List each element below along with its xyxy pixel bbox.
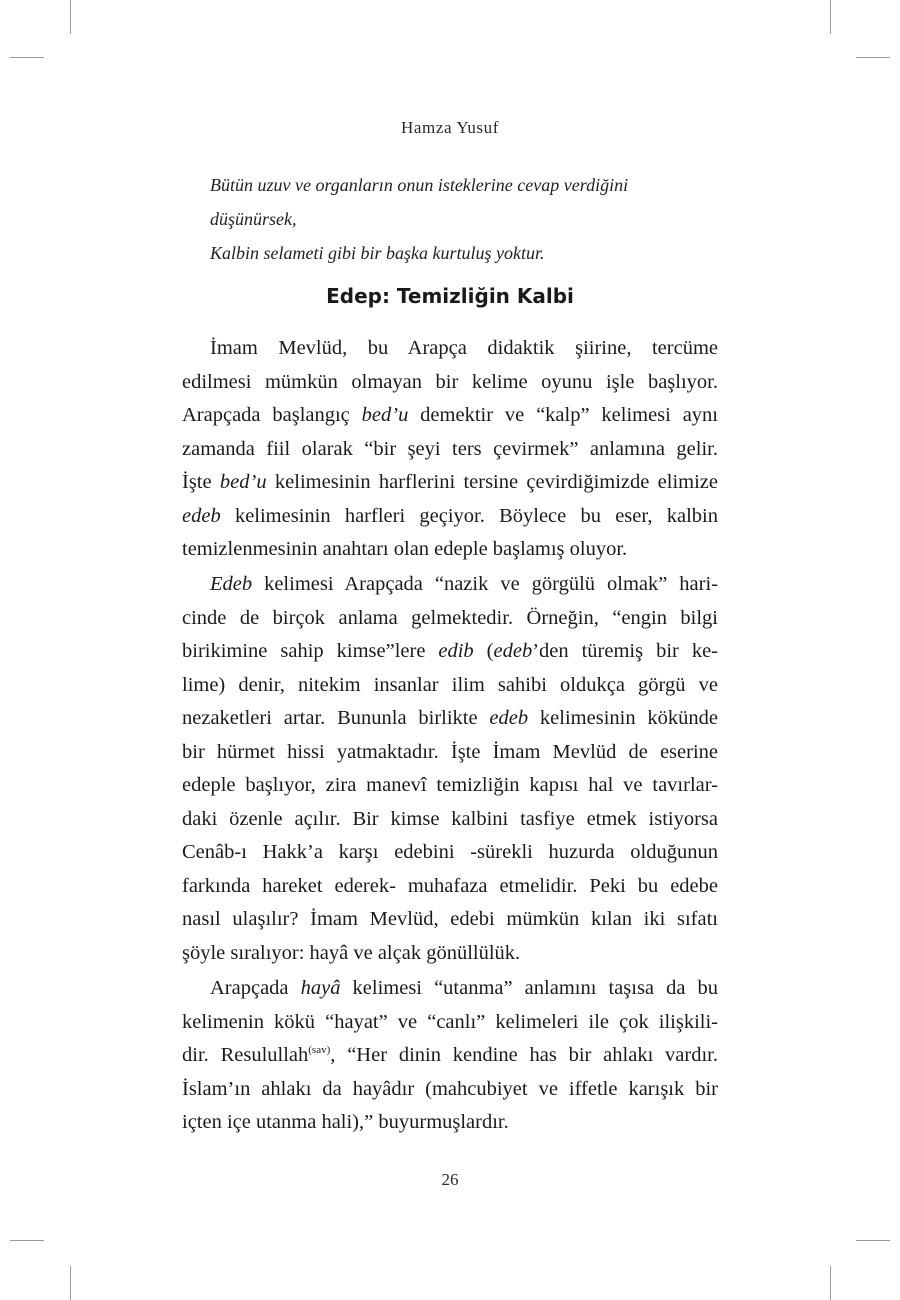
text-line [182, 433, 718, 467]
page-number: 26 [441, 1170, 459, 1189]
text-segment: kelimesinin harflerini tersine çevirdiğimizde elimize [266, 471, 718, 493]
honorific-superscript: (sav) [308, 1044, 331, 1056]
emphasized-term: bed’u [219, 471, 267, 493]
text-segment: farkında hareket ederek- muhafaza etmelidir. Peki bu edebe [182, 874, 718, 897]
text-segment: kelimesi Arapçada “nazik ve görgülü olmak” hari- [252, 573, 718, 595]
running-head: Hamza Yusuf [400, 118, 500, 137]
text-line [182, 1106, 718, 1140]
paragraph-2 [182, 568, 718, 970]
text-segment: İmam Mevlüd, bu Arapça didaktik şiirine, tercüme [210, 337, 718, 359]
text-line [182, 1039, 718, 1073]
text-line [182, 366, 718, 400]
crop-mark [10, 57, 44, 58]
section-heading: Edep: Temizliğin Kalbi [326, 284, 574, 308]
crop-mark [70, 0, 71, 34]
text-segment: içten içe utanma hali),” buyurmuşlardır. [182, 1111, 509, 1133]
text-line [182, 332, 718, 366]
text-segment: nezaketleri artar. Bununla birlikte [182, 707, 490, 729]
text-segment: temizlenmesinin anahtarı olan edeple başlamış oluyor. [182, 538, 628, 560]
crop-mark [830, 0, 831, 34]
text-segment: bir hürmet hissi yatmaktadır. İşte İmam Mevlüd de eserine [182, 740, 718, 763]
paragraph-3 [182, 972, 718, 1140]
text-segment: ’den türemiş bir ke- [532, 640, 718, 662]
text-segment: lime) denir, nitekim insanlar ilim sahibi oldukça görgü ve [182, 673, 718, 696]
text-segment: daki özenle açılır. Bir kimse kalbini tasfiye etmek istiyorsa [182, 807, 718, 830]
text-line [182, 466, 718, 500]
crop-mark [856, 57, 890, 58]
text-line [182, 669, 718, 703]
crop-mark [856, 1240, 890, 1241]
text-segment: kelimesinin kökünde [528, 707, 718, 729]
emphasized-term: Edeb [210, 573, 253, 595]
emphasized-term: edib [438, 640, 474, 662]
text-segment: cinde de birçok anlama gelmektedir. Örneğin, “engin bilgi [182, 606, 718, 629]
paragraph-1 [182, 332, 718, 567]
text-line [182, 736, 718, 770]
text-segment: Arapçada başlangıç [182, 404, 362, 426]
text-line [182, 903, 718, 937]
text-line [182, 568, 718, 602]
text-line [182, 870, 718, 904]
text-segment: Cenâb-ı Hakk’a karşı edebini -sürekli huzurda olduğunun [182, 841, 718, 863]
emphasized-term: edeb [493, 640, 533, 662]
verse-line: Kalbin selameti gibi bir başka kurtuluş yoktur. [210, 243, 545, 263]
text-segment: kelimesinin harfleri geçiyor. Böylece bu eser, kalbin [220, 504, 718, 527]
text-segment: edilmesi mümkün olmayan bir kelime oyunu işle başlıyor. [182, 370, 718, 393]
text-line [182, 937, 718, 971]
text-line [182, 769, 718, 803]
text-segment: İşte [182, 471, 220, 493]
text-segment: demektir ve “kalp” kelimesi aynı [408, 404, 718, 426]
text-line [182, 602, 718, 636]
text-line [182, 702, 718, 736]
text-line [182, 533, 718, 567]
text-line [182, 972, 718, 1006]
verse-line: Bütün uzuv ve organların onun isteklerine cevap verdiğini [210, 175, 629, 195]
text-line [182, 635, 718, 669]
text-segment: birikimine sahip kimse”lere [182, 640, 439, 662]
emphasized-term: edeb [489, 707, 529, 729]
text-segment: kelimesi “utanma” anlamını taşısa da bu [340, 977, 719, 999]
crop-mark [70, 1266, 71, 1300]
text-line [182, 836, 718, 870]
emphasized-term: edeb [182, 504, 221, 527]
text-line [182, 500, 718, 534]
crop-mark [10, 1240, 44, 1241]
text-segment: nasıl ulaşılır? İmam Mevlüd, edebi mümkün kılan iki sıfatı [182, 908, 718, 930]
text-segment: kelimenin kökü “hayat” ve “canlı” kelimeleri ile çok ilişkili- [182, 1010, 718, 1033]
text-segment: zamanda fiil olarak “bir şeyi ters çevirmek” anlamına gelir. [182, 437, 718, 460]
text-segment: edeple başlıyor, zira manevî temizliğin kapısı hal ve tavırlar- [182, 774, 718, 796]
verse-block [210, 168, 730, 270]
crop-mark [830, 1266, 831, 1300]
text-line [182, 1073, 718, 1107]
text-segment: dir. Resulullah [182, 1044, 309, 1066]
text-segment: , “Her dinin kendine has bir ahlakı vardır. [330, 1044, 719, 1066]
emphasized-term: bed’u [361, 404, 409, 426]
text-line [182, 399, 718, 433]
emphasized-term: hayâ [300, 977, 341, 999]
text-segment: İslam’ın ahlakı da hayâdır (mahcubiyet ve iffetle karışık bir [182, 1077, 718, 1100]
text-line [182, 803, 718, 837]
text-line [182, 1006, 718, 1040]
text-segment: Arapçada [210, 977, 301, 999]
text-segment: ( [473, 640, 494, 662]
text-segment: şöyle sıralıyor: hayâ ve alçak gönüllülük. [182, 941, 521, 964]
verse-line: düşünürsek, [210, 209, 297, 229]
